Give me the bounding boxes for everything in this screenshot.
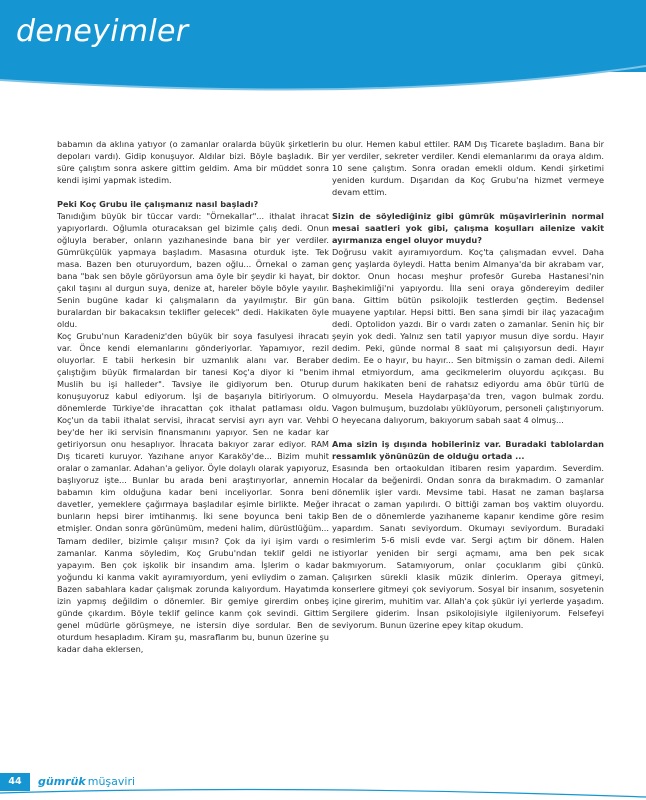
paragraph: bu olur. Hemen kabul ettiler. RAM Dış Ticarete başladım. Bana bir yer verdiler, sekreter verdiler. Kendi elemanlarımı da oraya aldım. 10 sene çalıştım. Sonra oradan emekli oldum. Kendi şirketimi yeniden kurdum. Dışarıdan da Koç Grubu'na hizmet vermeye devam ettim.: [332, 139, 604, 198]
interview-question: Ama sizin iş dışında hobileriniz var. Buradaki tablolardan ressamlık yönünüzün de olduğu ortada ...: [332, 439, 604, 462]
magazine-logo: [38, 774, 135, 790]
interview-question: Peki Koç Grubu ile çalışmanız nasıl başladı?: [57, 199, 259, 210]
page-number: 44: [0, 773, 30, 791]
paragraph: Koç Grubu'nun Karadeniz'den büyük bir soya fasulyesi ihracatı var. Önce kendi elemanlarını gönderiyorlar. Yapamıyor, rezil oluyorlar. E tabii herkesin bir uzmanlık alanı var. Beraber çalıştığım büyük firmalardan bir tanesi Koç'a diyor ki "benim Muslih bu işi halleder". Tavsiye ile gidiyorum ben. Oturup konuşuyoruz kabul ediyorum. İşi de başarıyla bitiriyorum. O dönemlerde Türkiye'de ihracattan çok ithalat patlaması oldu. Koç'un da tabii ithalat servisi, ihracat servisi ayrı ayrı var. Vehbi bey'de her iki servisin finansmanını yapıyor. Sen ne kadar kar getiriyorsun onu hesaplıyor. İhracata bakıyor zarar ediyor. RAM Dış ticareti kuruyor. Yazıhane arıyor Karaköy'de... Bizim muhit oralar o zamanlar. Adahan'a geliyor. Öyle dolaylı olarak yapıyoruz, başlıyoruz işte... Bunlar bu arada beni araştırıyorlar, annemin babamın kim olduğuna kadar beni inceliyorlar. Sonra beni davetler, yemeklere çağırmaya başladılar eşimle birlikte. Meğer bunların hepsi birer imtihanmış. İki sene boyunca beni takip etmişler. Ondan sonra görünümüm, medeni halim, dürüstlüğüm... Tamam dediler, bizimle çalışır mısın? Çok da iyi işim vardı o zamanlar. Kanma söyledim, Koç Grubu'ndan teklif geldi ne yapayım. Ben çok işkolik bir insandım ama. İşlerim o kadar yoğundu ki kanma vakit ayıramıyordum, yeni evliydim o zaman. Bazen sabahlara kadar çalışmak zorunda kalıyordum. Hayatımda izin yapmış değildim o dönemler. Bir gemiye girerdim onbeş günde çıkardım. Böyle teklif gelince kanm çok sevindi. Gittim genel müdürle görüşmeye, ne istersin diye sordular. Ben de oturdum hesapladım. Kiram şu, masraflarım bu, bunun üzerine şu kadar daha eklersen,: [57, 331, 329, 654]
paragraph: Esasında ben ortaokuldan itibaren resim yapardım. Severdim. Hocalar da beğenirdi. Ondan sonra da bırakmadım. O zamanlar dönemlik işler vardı. Mevsime tabi. Hasat ne zaman başlarsa ihracat o zaman yapılırdı. O bittiği zaman boş vaktim oluyordu. Ben de o dönemlerde yazıhaneme kapanır kendime göre resim yapardım. Sanatı seviyordum. Okumayı seviyordum. Buradaki resimlerim 5-6 misli evde var. Sergi açtım bir dönem. Halen istiyorlar yeniden bir sergi açmamı, ama ben pek sıcak bakmıyorum. Satamıyorum, onlar çocuklarım gibi çünkü. Çalışırken sürekli klasik müzik dinlerim. Operaya gitmeyi, konserlere gitmeyi çok seviyorum. Sosyal bir insanım, sosyetenin içine girerim, muhitim var. Allah'a çok şükür iyi yerlerde yaşadım. Sergilere giderim. İnsan psikolojisiyle ilgileniyorum. Felsefeyi seviyorum. Bunun üzerine epey kitap okudum.: [332, 463, 604, 630]
left-column: [57, 138, 329, 655]
paragraph: Tanıdığım büyük bir tüccar vardı: "Örnekallar"... ithalat ihracat yapıyorlardı. Oğlumla oturacaksan gel bizimle çalış dedi. Onun oğluyla beraber, onların yazıhanesinde bana bir yer verdiler. Gümrükçülük yapmaya başladım. Masasına oturduk işte. Tek masa. Bazen ben oturuyordum, bazen oğlu... Örnekal o zaman bana "bak sen böyle görüyorsun ama öyle bir şeydir ki hayat, bir çakıl taşını al durgun suya, denize at, hareler böyle böyle yayılır. Senin bugüne kadar ki çalışmaların da yayılmıştır. Bir gün buralardan bir bakacaksın teklifler gelecek" dedi. Hakikaten öyle oldu.: [57, 211, 329, 330]
paragraph: Doğrusu vakit ayıramıyordum. Koç'ta çalışmadan evvel. Daha genç yaşlarda öyleydi. Hatta benim Almanya'da bir akrabam var, doktor. Onun hocası meşhur profesör Gureba Hastanesi'nin Başhekimliği'ni yapıyordu. İlla seni oraya göndereyim dediler bana. Gittim bütün psikolojik testlerden geçtim. Bedensel muayene yaptılar. Hepsi bitti. Ben sana şimdi bir ilaç yazacağım dedi. Optolidon yazdı. Bir o vardı zaten o zamanlar. Senin hiç bir şeyin yok dedi. Yalnız sen tatil yapıyor musun diye sordu. Hayır dedim. Peki, günde normal 8 saat mi çalışıyorsun dedi. Hayır dedim. Ee o hayır, bu hayır... Sen bitmişsin o zaman dedi. Ailemi ihmal etmiyordum, ama gecikmelerim oluyordu açıkçası. Bu durum hakikaten beni de rahatsız ediyordu ama öbür türlü de olmuyordu. Mesela Haydarpaşa'da tren, vagon bulmak zordu. Vagon bulmuşum, buzdolabı yüklüyorum, personeli çalıştırıyorum. O heyecana dalıyorum, bakıyorum sabah saat 4 olmuş...: [332, 247, 604, 426]
section-title: deneyimler: [16, 14, 189, 49]
logo-text-light: müşaviri: [87, 775, 136, 788]
right-column: [332, 138, 604, 631]
header-curve-decoration: [0, 58, 646, 98]
interview-question: Sizin de söylediğiniz gibi gümrük müşavirlerinin normal mesai saatleri yok gibi, çalışma koşulları ailenize vakit ayırmanıza engel oluyor muydu?: [332, 211, 604, 246]
paragraph: babamın da aklına yatıyor (o zamanlar oralarda büyük şirketlerin depoları vardı). Gidip konuşuyor. Aldılar bizi. Böyle başladık. Bir süre çalıştım sonra askere gittim geldim. Ama bir müddet sonra kendi işimi yapmak istedim.: [57, 139, 329, 186]
logo-text-bold: gümrük: [38, 775, 86, 788]
